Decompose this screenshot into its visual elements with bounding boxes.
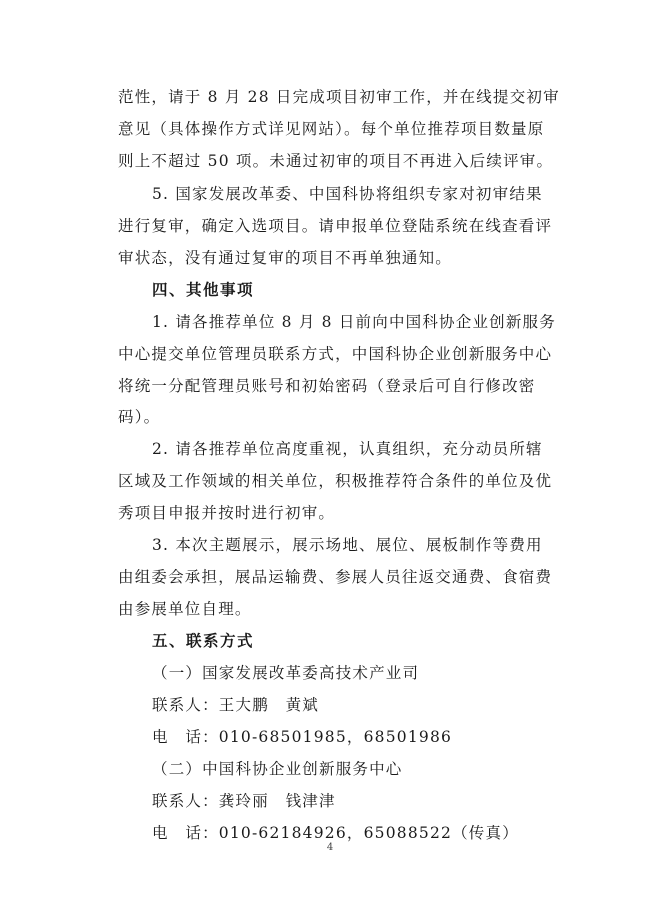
paragraph-line: 5. 国家发展改革委、中国科协将组织专家对初审结果 <box>152 185 543 203</box>
contact-org-2: （二）中国科协企业创新服务中心 <box>152 760 403 778</box>
paragraph-line: 秀项目申报并按时进行初审。 <box>118 504 336 522</box>
contact-phone-2: 电 话：010-62184926，65088522（传真） <box>152 824 519 842</box>
paragraph-line: 由参展单位自理。 <box>118 600 252 618</box>
paragraph-line: 则上不超过 50 项。未通过初审的项目不再进入后续评审。 <box>118 152 554 170</box>
contact-person-2: 联系人：龚玲丽 钱津津 <box>152 792 336 810</box>
paragraph-line: 意见（具体操作方式详见网站）。每个单位推荐项目数量原 <box>118 120 545 138</box>
contact-phone-1: 电 话：010-68501985，68501986 <box>152 728 453 746</box>
paragraph-line: 中心提交单位管理员联系方式，中国科协企业创新服务中心 <box>118 345 553 363</box>
paragraph-line: 3. 本次主题展示，展示场地、展位、展板制作等费用 <box>152 536 543 554</box>
section-heading-contact: 五、联系方式 <box>152 632 255 650</box>
paragraph-line: 范性，请于 8 月 28 日完成项目初审工作，并在线提交初审 <box>118 88 560 106</box>
section-heading-other-matters: 四、其他事项 <box>152 281 255 299</box>
contact-org-1: （一）国家发展改革委高技术产业司 <box>152 664 420 682</box>
paragraph-line: 进行复审，确定入选项目。请申报单位登陆系统在线查看评 <box>118 217 553 235</box>
paragraph-line: 区域及工作领域的相关单位，积极推荐符合条件的单位及优 <box>118 472 553 490</box>
contact-person-1: 联系人：王大鹏 黄斌 <box>152 696 320 714</box>
paragraph-line: 由组委会承担，展品运输费、参展人员往返交通费、食宿费 <box>118 568 553 586</box>
page-number: 4 <box>326 842 334 853</box>
paragraph-line: 将统一分配管理员账号和初始密码（登录后可自行修改密 <box>118 377 536 395</box>
paragraph-line: 审状态，没有通过复审的项目不再单独通知。 <box>118 249 453 267</box>
paragraph-line: 2. 请各推荐单位高度重视，认真组织，充分动员所辖 <box>152 440 543 458</box>
paragraph-line: 1. 请各推荐单位 8 月 8 日前向中国科协企业创新服务 <box>152 313 556 331</box>
paragraph-line: 码）。 <box>118 408 161 426</box>
